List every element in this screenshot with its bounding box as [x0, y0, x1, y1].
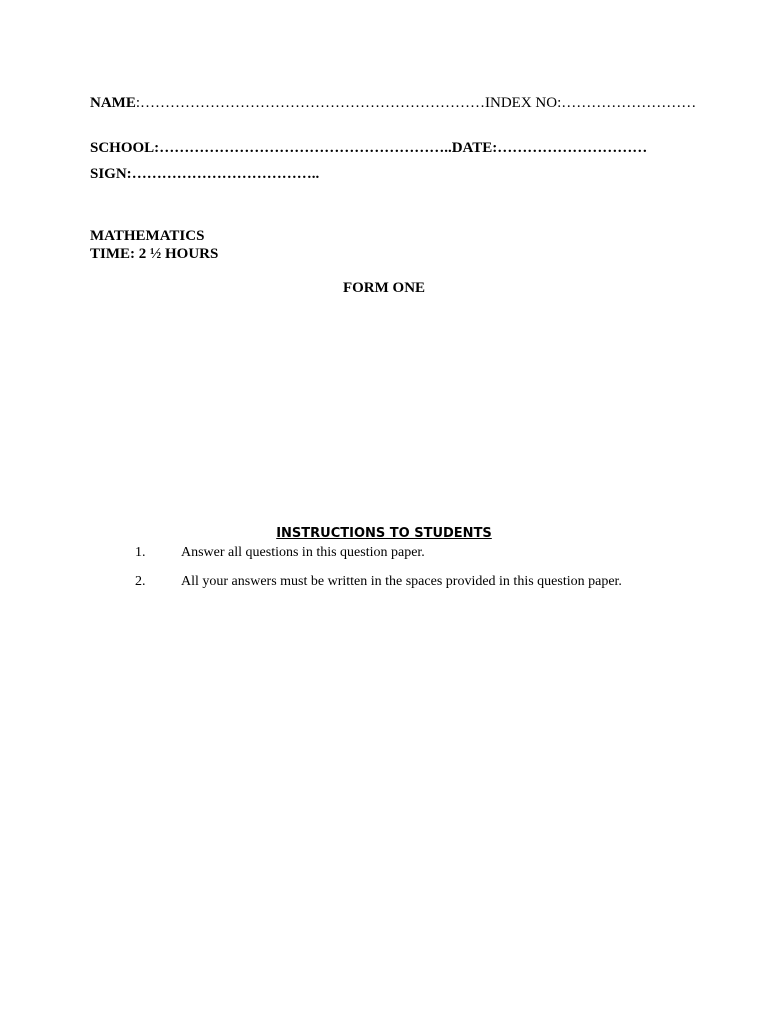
school-field-dots: …………………………………………………..: [159, 140, 452, 156]
instructions-heading: INSTRUCTIONS TO STUDENTS: [276, 526, 492, 541]
instruction-text: Answer all questions in this question paper.: [181, 545, 425, 560]
subject-title: MATHEMATICS: [90, 228, 205, 244]
sign-field-dots: ………………………………..: [131, 166, 320, 182]
instruction-number: 2.: [135, 574, 146, 589]
form-level: FORM ONE: [342, 280, 426, 296]
index-no-label: INDEX NO: [485, 95, 558, 111]
name-field-dots: :……………………………………………………………: [135, 95, 485, 111]
instruction-number: 1.: [135, 545, 146, 560]
index-no-field-dots: :………………………: [557, 95, 697, 111]
sign-row: [90, 165, 319, 183]
school-label: SCHOOL:: [90, 140, 160, 156]
name-index-row: [90, 94, 696, 112]
date-label: DATE:: [451, 140, 498, 156]
school-date-row: [90, 139, 647, 157]
exam-duration: TIME: 2 ½ HOURS: [90, 246, 219, 262]
instruction-text: All your answers must be written in the spaces provided in this question paper.: [181, 574, 622, 589]
name-label: NAME: [90, 95, 136, 111]
date-field-dots: …………………………: [497, 140, 648, 156]
sign-label: SIGN:: [90, 166, 132, 182]
